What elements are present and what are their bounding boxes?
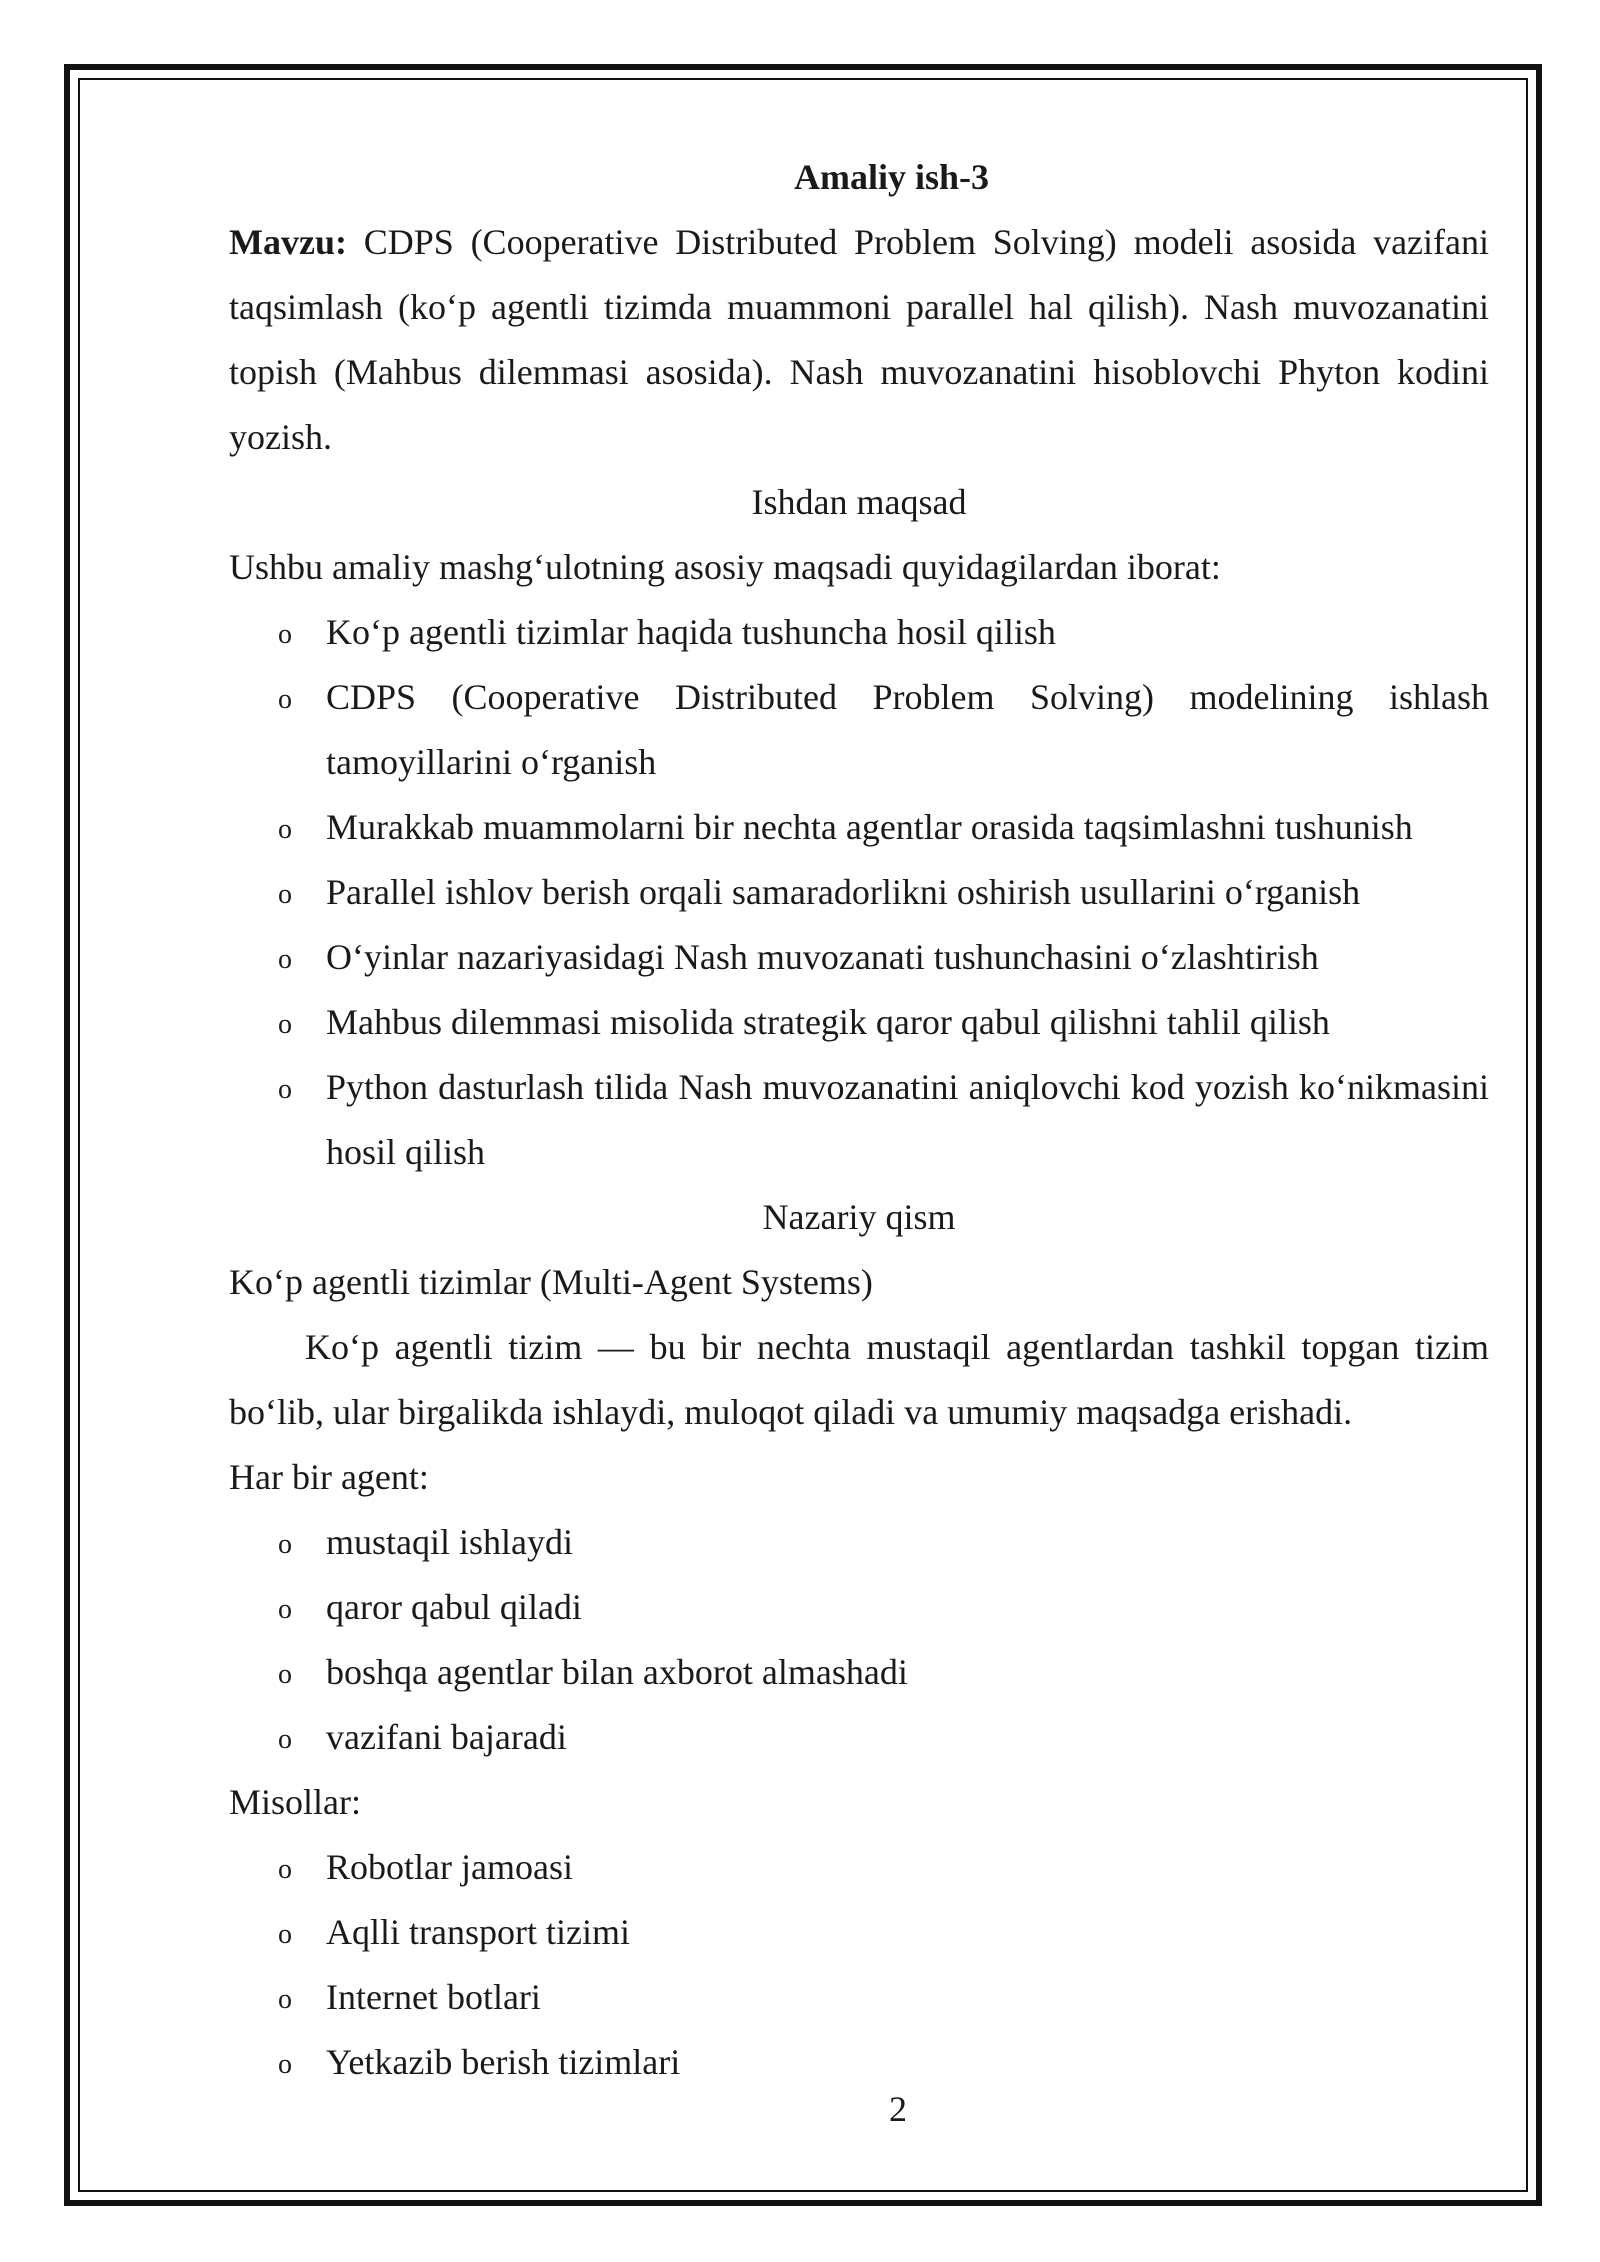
list-item: o Robotlar jamoasi: [229, 1835, 1489, 1900]
bullet-icon: o: [278, 684, 292, 715]
goal-heading: Ishdan maqsad: [751, 482, 967, 522]
goal-intro: Ushbu amaliy mashg‘ulotning asosiy maqsadi quyidagilardan iborat:: [229, 547, 1221, 587]
list-item: o vazifani bajaradi: [229, 1705, 1489, 1770]
theory-subheading: Ko‘p agentli tizimlar (Multi-Agent Systems): [229, 1262, 873, 1302]
bullet-icon: o: [278, 1659, 292, 1690]
goal-list: [229, 600, 1489, 1185]
bullet-icon: o: [278, 944, 292, 975]
list-item: o boshqa agentlar bilan axborot almashadi: [229, 1640, 1489, 1705]
theory-heading: Nazariy qism: [762, 1197, 956, 1237]
bullet-icon: o: [278, 2049, 292, 2080]
bullet-icon: o: [278, 1724, 292, 1755]
document-title: Amaliy ish-3: [793, 157, 989, 197]
list-item: o CDPS (Cooperative Distributed Problem Solving) modelining ishlash tamoyillarini o‘rganish: [229, 665, 1489, 795]
bullet-icon: o: [278, 1854, 292, 1885]
examples-list: [229, 1835, 1489, 2095]
list-item: o Ko‘p agentli tizimlar haqida tushuncha hosil qilish: [229, 600, 1489, 665]
list-item: o Internet botlari: [229, 1965, 1489, 2030]
page-number: 2: [889, 2089, 907, 2129]
topic-paragraph: [229, 210, 1489, 470]
bullet-icon: o: [278, 1919, 292, 1950]
list-item: o qaror qabul qiladi: [229, 1575, 1489, 1640]
bullet-icon: o: [278, 1074, 292, 1105]
bullet-icon: o: [278, 619, 292, 650]
agent-list: [229, 1510, 1489, 1770]
bullet-icon: o: [278, 1984, 292, 2015]
list-item: o Murakkab muammolarni bir nechta agentlar orasida taqsimlashni tushunish: [229, 795, 1489, 860]
document-body: [229, 145, 1489, 2095]
list-item: o Python dasturlash tilida Nash muvozanatini aniqlovchi kod yozish ko‘nikmasini hosil qilish: [229, 1055, 1489, 1185]
bullet-icon: o: [278, 879, 292, 910]
agent-intro: Har bir agent:: [229, 1457, 429, 1497]
examples-intro: Misollar:: [229, 1782, 361, 1822]
bullet-icon: o: [278, 1529, 292, 1560]
topic-text: CDPS (Cooperative Distributed Problem Solving) modeli asosida vazifani taqsimlash (ko‘p agentli tizimda muammoni parallel hal qilish). Nash muvozanatini topish (Mahbus dilemmasi asosida). Nash muvozanatini hisoblovchi Phyton kodini yozish.: [229, 222, 1489, 457]
theory-paragraph: Ko‘p agentli tizim — bu bir nechta mustaqil agentlardan tashkil topgan tizim bo‘lib, ular birgalikda ishlaydi, muloqot qiladi va umumiy maqsadga erishadi.: [229, 1327, 1489, 1432]
list-item: o mustaqil ishlaydi: [229, 1510, 1489, 1575]
list-item: o O‘yinlar nazariyasidagi Nash muvozanati tushunchasini o‘zlashtirish: [229, 925, 1489, 990]
bullet-icon: o: [278, 1009, 292, 1040]
list-item: o Parallel ishlov berish orqali samaradorlikni oshirish usullarini o‘rganish: [229, 860, 1489, 925]
list-item: o Aqlli transport tizimi: [229, 1900, 1489, 1965]
bullet-icon: o: [278, 1594, 292, 1625]
bullet-icon: o: [278, 814, 292, 845]
topic-label: Mavzu:: [229, 222, 347, 262]
list-item: o Mahbus dilemmasi misolida strategik qaror qabul qilishni tahlil qilish: [229, 990, 1489, 1055]
list-item: o Yetkazib berish tizimlari: [229, 2030, 1489, 2095]
